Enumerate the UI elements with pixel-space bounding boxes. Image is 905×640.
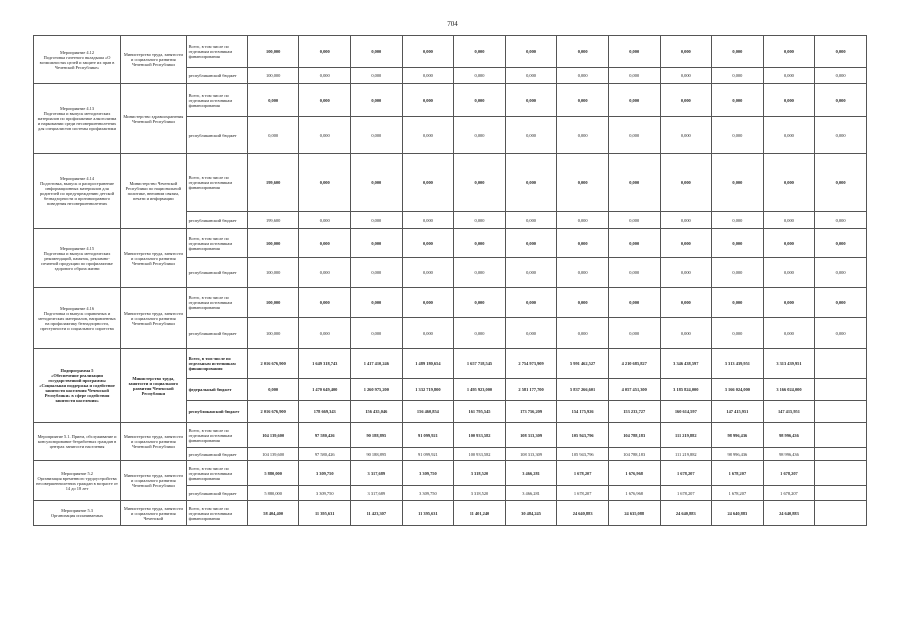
value-cell: 0,000	[815, 212, 867, 229]
value-cell: 178 669,343	[299, 401, 351, 423]
value-cell: 24 640,883	[660, 501, 712, 526]
funding-source: Всего, в том числе по отдельным источникам финансирования	[186, 84, 247, 117]
value-cell: 1 417 410,246	[351, 349, 403, 379]
value-cell: 1 678,207	[763, 461, 815, 486]
value-cell: 0,000	[402, 68, 454, 84]
value-cell: 1 678,207	[660, 461, 712, 486]
value-cell	[815, 349, 867, 379]
value-cell: 0,000	[815, 258, 867, 288]
funding-source: Всего, в том числе по отдельным источникам финансирования	[186, 349, 247, 379]
value-cell: 0,000	[763, 288, 815, 318]
value-cell: 3 466,281	[505, 486, 557, 501]
value-cell: 1 678,207	[763, 486, 815, 501]
value-cell: 1 657 718,545	[454, 349, 506, 379]
value-cell: 3 309,750	[402, 486, 454, 501]
value-cell: 91 099,921	[402, 423, 454, 448]
value-cell: 2 754 973,909	[505, 349, 557, 379]
value-cell: 0,000	[763, 154, 815, 212]
value-cell: 0,000	[505, 288, 557, 318]
value-cell: 3 346 438,597	[660, 349, 712, 379]
value-cell: 108 313,309	[505, 448, 557, 461]
value-cell: 0,000	[247, 379, 299, 401]
executor: Министерство труда, занятости и социального развития Чеченской Республики	[121, 288, 187, 349]
value-cell: 153 233,727	[608, 401, 660, 423]
value-cell: 0,000	[299, 258, 351, 288]
value-cell: 0,000	[660, 68, 712, 84]
value-cell: 98 996,436	[712, 448, 764, 461]
value-cell: 156 460,854	[402, 401, 454, 423]
value-cell: 0,000	[299, 318, 351, 349]
value-cell: 3 313 439,951	[763, 349, 815, 379]
table-row	[34, 501, 867, 526]
value-cell	[815, 401, 867, 423]
value-cell	[815, 448, 867, 461]
value-cell: 1 260 975,200	[351, 379, 403, 401]
value-cell: 24 640,883	[712, 501, 764, 526]
value-cell: 0,000	[454, 318, 506, 349]
table-row	[34, 154, 867, 212]
value-cell: 3 317,689	[351, 461, 403, 486]
value-cell: 5 837 266,601	[557, 379, 609, 401]
value-cell: 24 635,088	[608, 501, 660, 526]
value-cell: 91 099,921	[402, 448, 454, 461]
value-cell: 30 484,245	[505, 501, 557, 526]
value-cell: 2 016 676,900	[247, 401, 299, 423]
value-cell: 3 166 024,000	[712, 379, 764, 401]
value-cell: 199,600	[247, 212, 299, 229]
value-cell: 0,000	[505, 154, 557, 212]
value-cell: 0,000	[402, 258, 454, 288]
value-cell: 104 139,600	[247, 423, 299, 448]
value-cell: 0,000	[351, 288, 403, 318]
value-cell: 0,000	[454, 84, 506, 117]
measure-name: Мероприятие 4.15 Подготовка и выпуск методических рекомендаций, памяток, рекламно-печатной продукции по профилактике здорового образа жизни	[34, 229, 121, 288]
value-cell: 0,000	[299, 84, 351, 117]
value-cell: 0,000	[557, 117, 609, 154]
value-cell: 0,000	[712, 212, 764, 229]
value-cell: 3 466,281	[505, 461, 557, 486]
value-cell: 1 495 923,000	[454, 379, 506, 401]
measure-name: Мероприятие 4.14 Подготовка, выпуск и распространение информационных материалов для родителей по предупреждению детской безнадзорности и противоправного поведения несовершеннолетних	[34, 154, 121, 229]
value-cell: 104 139,600	[247, 448, 299, 461]
value-cell: 0,000	[402, 229, 454, 258]
value-cell: 0,000	[608, 36, 660, 68]
value-cell: 5 880,000	[247, 486, 299, 501]
value-cell: 0,000	[557, 84, 609, 117]
value-cell: 100,000	[247, 36, 299, 68]
value-cell: 0,000	[505, 229, 557, 258]
value-cell: 0,000	[712, 68, 764, 84]
value-cell: 0,000	[608, 68, 660, 84]
value-cell: 11 423,307	[351, 501, 403, 526]
value-cell: 0,000	[454, 229, 506, 258]
value-cell: 0,000	[351, 117, 403, 154]
executor: Министерство Чеченской Республики по национальной политике, внешним связям, печати и информации	[121, 154, 187, 229]
value-cell: 2 016 676,900	[247, 349, 299, 379]
value-cell: 1 332 719,800	[402, 379, 454, 401]
value-cell: 0,000	[763, 84, 815, 117]
value-cell: 0,000	[712, 229, 764, 258]
value-cell: 0,000	[557, 258, 609, 288]
value-cell: 0,000	[815, 84, 867, 117]
measure-name: Мероприятие 5.3 Организация оплачиваемых	[34, 501, 121, 526]
value-cell: 98 996,436	[712, 423, 764, 448]
value-cell: 0,000	[557, 68, 609, 84]
value-cell: 100,000	[247, 68, 299, 84]
value-cell: 0,000	[299, 154, 351, 212]
value-cell: 11 401,240	[454, 501, 506, 526]
value-cell: 4 057 451,300	[608, 379, 660, 401]
value-cell: 0,000	[712, 318, 764, 349]
table-row	[34, 461, 867, 486]
value-cell	[815, 461, 867, 486]
value-cell: 2 581 177,700	[505, 379, 557, 401]
value-cell: 98 996,436	[763, 448, 815, 461]
value-cell: 1 470 649,400	[299, 379, 351, 401]
value-cell: 0,000	[402, 36, 454, 68]
value-cell: 0,000	[815, 68, 867, 84]
value-cell: 1 489 180,654	[402, 349, 454, 379]
value-cell: 0,000	[454, 36, 506, 68]
value-cell: 3 318,520	[454, 461, 506, 486]
value-cell: 0,000	[763, 68, 815, 84]
value-cell: 0,000	[660, 288, 712, 318]
value-cell: 5 991 462,527	[557, 349, 609, 379]
value-cell: 0,000	[763, 318, 815, 349]
value-cell: 0,000	[608, 117, 660, 154]
value-cell: 58 404,400	[247, 501, 299, 526]
executor: Министерство труда, занятости и социального развития Чеченской Республики	[121, 461, 187, 501]
value-cell: 3 309,750	[402, 461, 454, 486]
value-cell: 105 943,796	[557, 423, 609, 448]
table-row	[34, 349, 867, 379]
value-cell: 90 188,895	[351, 448, 403, 461]
value-cell: 0,000	[454, 212, 506, 229]
value-cell: 0,000	[351, 258, 403, 288]
value-cell: 0,000	[402, 212, 454, 229]
value-cell: 5 880,000	[247, 461, 299, 486]
value-cell: 0,000	[815, 154, 867, 212]
subprogram-name: Подпрограмма 5 «Обеспечение реализации государственной программы «Социальная поддержка и содействие занятости населения Чеченской Республики» в сфере содействия занятости населения»	[34, 349, 121, 423]
value-cell: 0,000	[402, 288, 454, 318]
value-cell: 1 676,968	[608, 461, 660, 486]
value-cell: 90 188,895	[351, 423, 403, 448]
value-cell: 0,000	[505, 84, 557, 117]
funding-source: Всего, в том числе по отдельным источникам финансирования	[186, 461, 247, 486]
value-cell: 0,000	[454, 288, 506, 318]
value-cell: 100,000	[247, 258, 299, 288]
value-cell: 0,000	[763, 229, 815, 258]
funding-source: республиканский бюджет	[186, 68, 247, 84]
value-cell: 111 219,882	[660, 448, 712, 461]
executor: Министерство труда, занятости и социального развития Чеченской Республики	[121, 229, 187, 288]
value-cell: 0,000	[454, 68, 506, 84]
value-cell: 0,000	[505, 117, 557, 154]
table-row	[34, 288, 867, 318]
value-cell: 0,000	[660, 212, 712, 229]
value-cell: 0,000	[351, 36, 403, 68]
value-cell: 0,000	[712, 288, 764, 318]
value-cell: 1 678,207	[660, 486, 712, 501]
value-cell: 0,000	[763, 258, 815, 288]
value-cell: 0,000	[351, 84, 403, 117]
value-cell: 0,000	[660, 84, 712, 117]
value-cell: 104 788,183	[608, 423, 660, 448]
funding-source: Всего, в том числе по отдельным источникам финансирования	[186, 501, 247, 526]
table-row	[34, 36, 867, 68]
value-cell: 0,000	[815, 117, 867, 154]
value-cell: 0,000	[763, 117, 815, 154]
value-cell: 100,000	[247, 229, 299, 258]
value-cell: 108 313,309	[505, 423, 557, 448]
executor: Министерство труда, занятости и социального развития Чеченской Республики	[121, 349, 187, 423]
funding-source: республиканский бюджет	[186, 448, 247, 461]
value-cell: 100,000	[247, 288, 299, 318]
value-cell: 173 756,209	[505, 401, 557, 423]
value-cell: 154 175,926	[557, 401, 609, 423]
funding-source: республиканский бюджет	[186, 486, 247, 501]
value-cell: 199,600	[247, 154, 299, 212]
funding-source: республиканский бюджет	[186, 117, 247, 154]
value-cell: 0,000	[402, 154, 454, 212]
value-cell: 0,000	[557, 36, 609, 68]
value-cell: 0,000	[557, 154, 609, 212]
funding-source: республиканский бюджет	[186, 318, 247, 349]
value-cell: 11 395,631	[299, 501, 351, 526]
value-cell: 0,000	[660, 117, 712, 154]
value-cell: 0,000	[299, 212, 351, 229]
value-cell	[815, 423, 867, 448]
value-cell: 0,000	[608, 258, 660, 288]
value-cell: 0,000	[712, 84, 764, 117]
value-cell: 0,000	[815, 288, 867, 318]
value-cell: 3 317,689	[351, 486, 403, 501]
value-cell: 0,000	[505, 36, 557, 68]
value-cell: 0,000	[351, 68, 403, 84]
value-cell: 24 640,883	[557, 501, 609, 526]
value-cell: 0,000	[712, 258, 764, 288]
value-cell: 0,000	[505, 258, 557, 288]
funding-source: Всего, в том числе по отдельным источникам финансирования	[186, 229, 247, 258]
value-cell: 1 678,207	[712, 461, 764, 486]
value-cell: 100,000	[247, 318, 299, 349]
value-cell: 0,000	[557, 288, 609, 318]
funding-source: Всего, в том числе по отдельным источникам финансирования	[186, 423, 247, 448]
measure-name: Мероприятие 4.16 Подготовка и выпуск справочных и методических материалов, направленных на профилактику безнадзорности, преступности и социального сиротства	[34, 288, 121, 349]
value-cell: 0,000	[608, 318, 660, 349]
funding-source: Всего, в том числе по отдельным источникам финансирования	[186, 154, 247, 212]
executor: Министерство труда, занятости и социального развития Чеченской Республики	[121, 423, 187, 461]
funding-source: республиканский бюджет	[186, 258, 247, 288]
executor: Министерство труда, занятости и социального развития Чеченской	[121, 501, 187, 526]
value-cell: 160 614,597	[660, 401, 712, 423]
value-cell: 0,000	[351, 212, 403, 229]
executor: Министерство здравоохранения Чеченской Республики	[121, 84, 187, 154]
value-cell: 0,000	[454, 117, 506, 154]
value-cell	[815, 486, 867, 501]
value-cell: 3 185 824,000	[660, 379, 712, 401]
page-number: 704	[447, 20, 458, 28]
measure-name: Мероприятие 4.12 Подготовка газетного вкладыша «О возможностях целей и защите их прав в Чеченской Республике»	[34, 36, 121, 84]
funding-source: Всего, в том числе по отдельным источникам финансирования	[186, 288, 247, 318]
funding-source: Всего, в том числе по отдельным источникам финансирования	[186, 36, 247, 68]
value-cell: 0,000	[505, 212, 557, 229]
value-cell: 0,000	[505, 68, 557, 84]
value-cell: 104 788,183	[608, 448, 660, 461]
value-cell: 0,000	[660, 318, 712, 349]
value-cell: 147 415,951	[712, 401, 764, 423]
value-cell: 1 678,207	[557, 486, 609, 501]
funding-source: республиканский бюджет	[186, 212, 247, 229]
value-cell: 0,000	[557, 318, 609, 349]
executor: Министерство труда, занятости и социального развития Чеченской Республики	[121, 36, 187, 84]
funding-source: республиканский бюджет	[186, 401, 247, 423]
value-cell: 0,000	[402, 318, 454, 349]
value-cell: 24 640,883	[763, 501, 815, 526]
measure-name: Мероприятие 5.2 Организация временного трудоустройства несовершеннолетних граждан в возрасте от 14 до 18 лет	[34, 461, 121, 501]
value-cell: 1 678,207	[712, 486, 764, 501]
budget-table	[33, 35, 867, 526]
value-cell: 156 435,046	[351, 401, 403, 423]
value-cell: 0,000	[660, 258, 712, 288]
value-cell: 98 996,436	[763, 423, 815, 448]
value-cell: 0,000	[815, 229, 867, 258]
value-cell: 0,000	[660, 229, 712, 258]
value-cell: 0,000	[557, 212, 609, 229]
value-cell: 0,000	[660, 154, 712, 212]
value-cell: 97 580,426	[299, 423, 351, 448]
value-cell: 0,000	[712, 36, 764, 68]
value-cell: 161 795,545	[454, 401, 506, 423]
value-cell: 0,000	[763, 212, 815, 229]
funding-source: федеральный бюджет	[186, 379, 247, 401]
value-cell: 0,000	[351, 318, 403, 349]
value-cell: 0,000	[351, 229, 403, 258]
measure-name: Мероприятие 4.13 Подготовка и выпуск методических материалов по профилактике алкоголизма и наркомании среди несовершеннолетних для специалистов системы профилактики	[34, 84, 121, 154]
value-cell: 0,000	[608, 288, 660, 318]
value-cell: 0,000	[505, 318, 557, 349]
value-cell: 0,000	[608, 229, 660, 258]
value-cell: 11 395,631	[402, 501, 454, 526]
value-cell: 0,000	[454, 258, 506, 288]
value-cell: 0,000	[402, 84, 454, 117]
value-cell: 3 309,750	[299, 461, 351, 486]
value-cell: 1 649 318,743	[299, 349, 351, 379]
value-cell: 100 933,582	[454, 448, 506, 461]
value-cell: 100 933,582	[454, 423, 506, 448]
value-cell: 3 313 439,951	[712, 349, 764, 379]
table-row	[34, 229, 867, 258]
value-cell: 0,000	[247, 117, 299, 154]
value-cell: 0,000	[299, 117, 351, 154]
value-cell: 0,000	[712, 154, 764, 212]
table-row	[34, 84, 867, 117]
measure-name: Мероприятие 5.1. Прием, обслуживание и консультирование безработных граждан в центрах занятости населения	[34, 423, 121, 461]
value-cell: 0,000	[608, 212, 660, 229]
value-cell: 97 580,426	[299, 448, 351, 461]
value-cell	[815, 379, 867, 401]
value-cell: 147 415,951	[763, 401, 815, 423]
value-cell: 0,000	[815, 318, 867, 349]
value-cell: 0,000	[763, 36, 815, 68]
value-cell: 105 943,796	[557, 448, 609, 461]
value-cell: 0,000	[402, 117, 454, 154]
value-cell: 0,000	[454, 154, 506, 212]
value-cell: 0,000	[299, 36, 351, 68]
table-row	[34, 423, 867, 448]
value-cell	[815, 501, 867, 526]
value-cell: 0,000	[351, 154, 403, 212]
value-cell: 0,000	[608, 154, 660, 212]
value-cell: 1 676,968	[608, 486, 660, 501]
value-cell: 3 166 024,000	[763, 379, 815, 401]
value-cell: 0,000	[299, 68, 351, 84]
value-cell: 0,000	[299, 229, 351, 258]
value-cell: 0,000	[299, 288, 351, 318]
value-cell: 0,000	[557, 229, 609, 258]
value-cell: 111 219,882	[660, 423, 712, 448]
value-cell: 3 318,520	[454, 486, 506, 501]
value-cell: 0,000	[247, 84, 299, 117]
value-cell: 4 210 685,827	[608, 349, 660, 379]
value-cell: 0,000	[815, 36, 867, 68]
value-cell: 0,000	[608, 84, 660, 117]
value-cell: 1 678,207	[557, 461, 609, 486]
value-cell: 3 309,750	[299, 486, 351, 501]
value-cell: 0,000	[712, 117, 764, 154]
value-cell: 0,000	[660, 36, 712, 68]
